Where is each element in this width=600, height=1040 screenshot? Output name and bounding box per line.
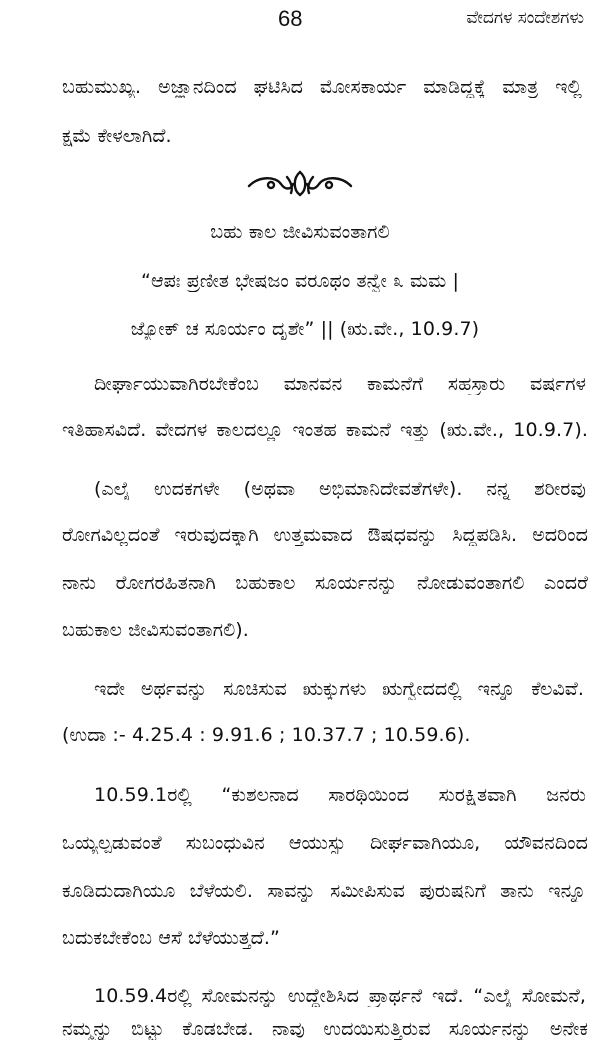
body-line: 10.59.4ರಲ್ಲಿ ಸೋಮನನ್ನು ಉದ್ದೇಶಿಸಿದ ಪ್ರಾರ್ಥನೆ ಇದೆ. “ಎಲೈ ಸೋಮನೆ, <box>94 985 586 1007</box>
body-line: 10.59.1ರಲ್ಲಿ “ಕುಶಲನಾದ ಸಾರಥಿಯಿಂದ ಸುರಕ್ಷಿತವಾಗಿ ಜನರು <box>94 784 586 806</box>
body-line: ಬಹುಮುಖ್ಯ. ಅಜ್ಞಾನದಿಂದ ಘಟಿಸಿದ ಮೋಸಕಾರ್ಯ ಮಾಡಿದ್ದಕ್ಕೆ ಮಾತ್ರ ಇಲ್ಲಿ <box>62 76 582 98</box>
body-line: ಬಹುಕಾಲ ಜೀವಿಸುವಂತಾಗಲಿ). <box>62 619 249 641</box>
verse-line: ಜ್ಯೋಕ್ ಚ ಸೂರ್ಯಂ ದೃಶೇ” || (ಋ.ವೇ., 10.9.7) <box>130 318 480 340</box>
body-line: ದೀರ್ಘಾಯುವಾಗಿರಬೇಕೆಂಬ ಮಾನವನ ಕಾಮನೆಗೆ ಸಹಸ್ರಾರು ವರ್ಷಗಳ <box>94 373 586 395</box>
verse-line: “ಆಪಃ ಪ್ರಣೀತ ಭೇಷಜಂ ವರೂಥಂ ತನ್ವೇ ೩ ಮಮ | <box>141 270 459 292</box>
body-line: ಕ್ಷಮೆ ಕೇಳಲಾಗಿದೆ. <box>62 125 172 147</box>
body-line: ಇತಿಹಾಸವಿದೆ. ವೇದಗಳ ಕಾಲದಲ್ಲೂ ಇಂತಹ ಕಾಮನೆ ಇತ್ತು (ಋ.ವೇ., 10.9.7). <box>62 419 588 441</box>
section-heading: ಬಹು ಕಾಲ ಜೀವಿಸುವಂತಾಗಲಿ <box>210 221 390 243</box>
body-line: ನಮ್ಮನ್ನು ಬಿಟ್ಟು ಕೊಡಬೇಡ. ನಾವು ಉದಯಿಸುತ್ತಿರುವ ಸೂರ್ಯನನ್ನು ಅನೇಕ <box>62 1018 588 1040</box>
body-line: ಇದೇ ಅರ್ಥವನ್ನು ಸೂಚಿಸುವ ಋಕ್ಕುಗಳು ಋಗ್ವೇದದಲ್ಲಿ ಇನ್ನೂ ಕೆಲವಿವೆ. <box>94 678 584 700</box>
page-number: 68 <box>278 6 303 31</box>
floral-ornament-icon <box>241 168 359 198</box>
running-title: ವೇದಗಳ ಸಂದೇಶಗಳು <box>466 8 584 28</box>
body-line: ಕೂಡಿದುದಾಗಿಯೂ ಬೆಳೆಯಲಿ. ಸಾವನ್ನು ಸಮೀಪಿಸುವ ಪುರುಷನಿಗೆ ತಾನು ಇನ್ನೂ <box>62 880 586 902</box>
body-line: ಬದುಕಬೇಕೆಂಬ ಆಸೆ ಬೆಳೆಯುತ್ತದೆ.” <box>62 927 280 949</box>
ornament-divider <box>0 168 600 198</box>
body-line: (ಎಲೈ ಉದಕಗಳೇ (ಅಥವಾ ಅಭಿಮಾನಿದೇವತೆಗಳೇ). ನನ್ನ ಶರೀರವು <box>94 478 586 500</box>
body-line: ನಾನು ರೋಗರಹಿತನಾಗಿ ಬಹುಕಾಲ ಸೂರ್ಯನನ್ನು ನೋಡುವಂತಾಗಲಿ ಎಂದರೆ <box>62 572 588 594</box>
body-line: ಒಯ್ಯಲ್ಪಡುವಂತೆ ಸುಬಂಧುವಿನ ಆಯುಸ್ಸು ದೀರ್ಘವಾಗಿಯೂ, ಯೌವನದಿಂದ <box>62 832 588 854</box>
body-line: (ಉದಾ :- 4.25.4 : 9.91.6 ; 10.37.7 ; 10.59.6). <box>62 724 471 746</box>
body-line: ರೋಗವಿಲ್ಲದಂತೆ ಇರುವುದಕ್ಕಾಗಿ ಉತ್ತಮವಾದ ಔಷಧವನ್ನು ಸಿದ್ಧಪಡಿಸಿ. ಅದರಿಂದ <box>62 524 588 546</box>
